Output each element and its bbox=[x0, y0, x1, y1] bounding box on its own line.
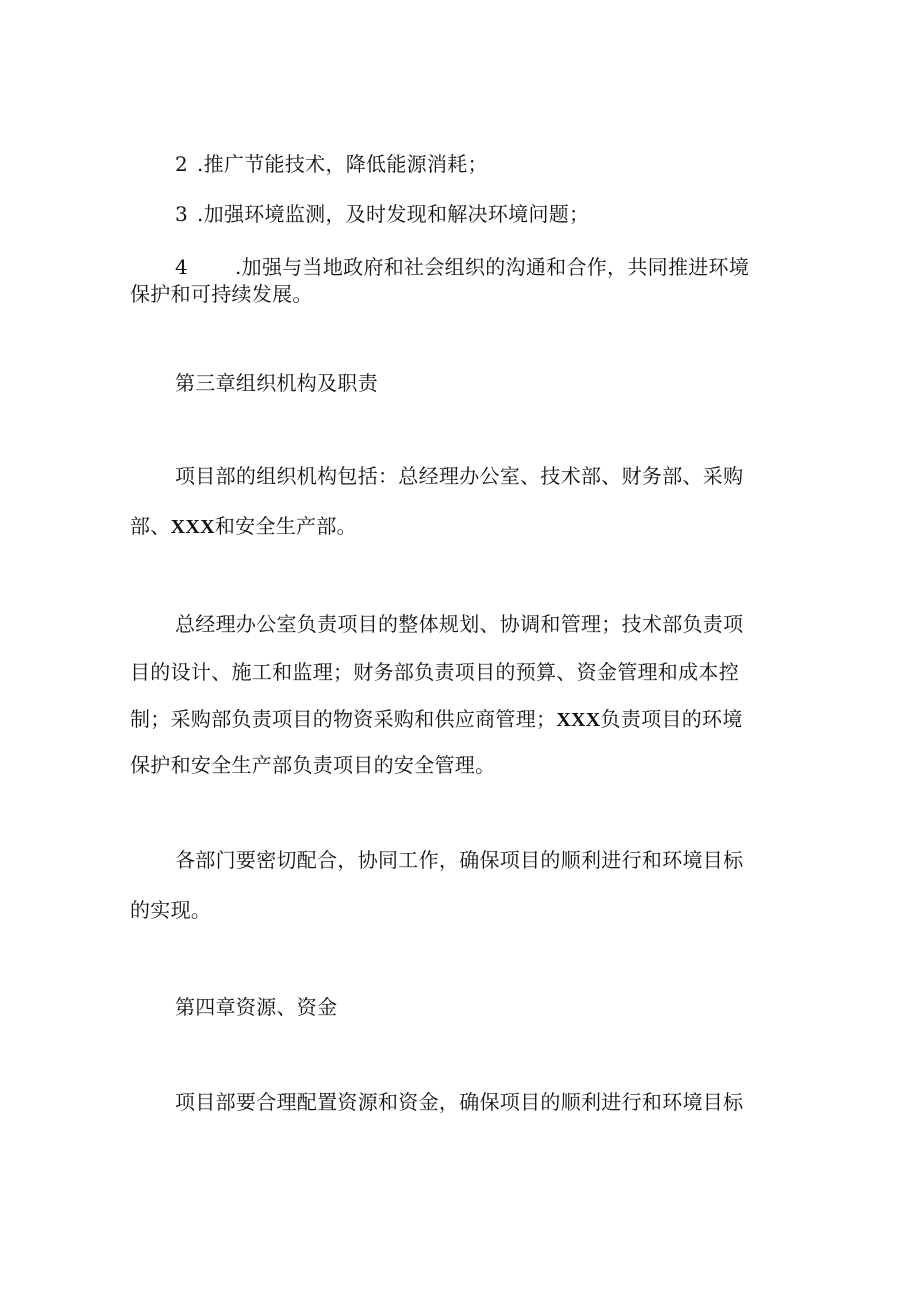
list-item-3 bbox=[175, 202, 589, 226]
coop-paragraph-line-1: 各部门要密切配合，协同工作，确保项目的顺利进行和环境目标 bbox=[175, 848, 744, 872]
list-text: .加强与当地政府和社会组织的沟通和合作，共同推进环境 bbox=[235, 255, 750, 279]
chapter-3-heading: 第三章组织机构及职责 bbox=[175, 371, 378, 395]
list-text: .推广节能技术，降低能源消耗； bbox=[197, 152, 488, 176]
list-item-4 bbox=[175, 255, 749, 279]
list-item-2 bbox=[175, 152, 488, 176]
placeholder-text: XXX bbox=[170, 516, 215, 538]
list-item-4-continuation: 保护和可持续发展。 bbox=[130, 282, 313, 306]
duties-paragraph-line-2: 目的设计、施工和监理；财务部负责项目的预算、资金管理和成本控 bbox=[130, 660, 739, 684]
list-number: 3 bbox=[175, 202, 189, 226]
list-text: .加强环境监测，及时发现和解决环境问题； bbox=[197, 202, 590, 226]
text-segment: 负责项目的环境 bbox=[600, 707, 743, 731]
chapter-4-heading: 第四章资源、资金 bbox=[175, 995, 338, 1019]
duties-paragraph-line-3 bbox=[130, 707, 743, 732]
text-segment: 制；采购部负责项目的物资采购和供应商管理； bbox=[130, 707, 557, 731]
list-number: 4 bbox=[175, 255, 189, 279]
text-segment: 部、 bbox=[130, 514, 171, 538]
placeholder-text: XXX bbox=[556, 709, 601, 731]
duties-paragraph-line-1: 总经理办公室负责项目的整体规划、协调和管理；技术部负责项 bbox=[175, 612, 744, 636]
text-segment: 和安全生产部。 bbox=[214, 514, 357, 538]
org-paragraph-line-1: 项目部的组织机构包括：总经理办公室、技术部、财务部、采购 bbox=[175, 464, 744, 488]
org-paragraph-line-2 bbox=[130, 514, 357, 539]
list-number: 2 bbox=[175, 152, 189, 176]
coop-paragraph-line-2: 的实现。 bbox=[130, 898, 212, 922]
duties-paragraph-line-4: 保护和安全生产部负责项目的安全管理。 bbox=[130, 753, 496, 777]
resources-paragraph-line-1: 项目部要合理配置资源和资金，确保项目的顺利进行和环境目标 bbox=[175, 1090, 744, 1114]
